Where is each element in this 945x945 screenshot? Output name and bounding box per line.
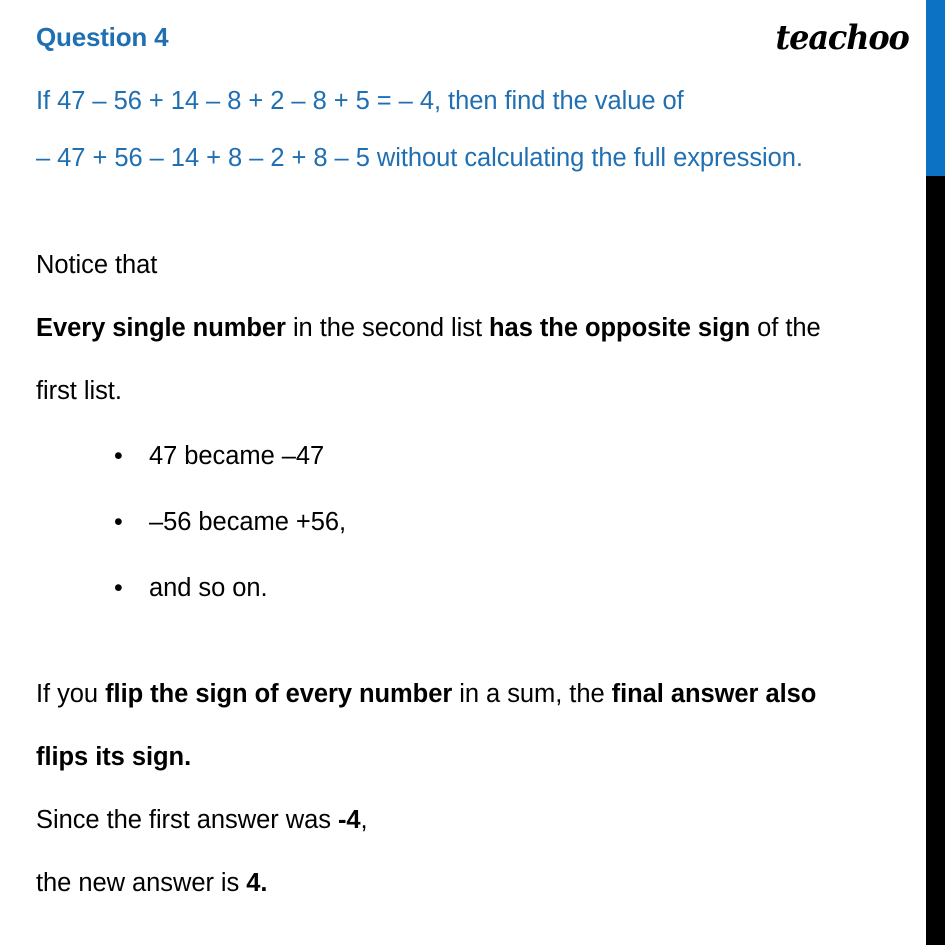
conclusion-post-1: , [360,806,368,834]
right-edge-blue-bar [926,0,945,176]
observation-mid-1: in the second list [285,314,490,342]
conclusion-value-2: 4. [246,869,268,897]
conclusion-value-1: -4 [337,806,361,834]
bullet-icon: • [114,574,123,602]
list-item [36,489,912,555]
spacer [36,621,912,663]
solution-intro: Notice that [36,251,158,279]
question-line-2: – 47 + 56 – 14 + 8 – 2 + 8 – 5 without calculating the full expression. [36,144,803,172]
list-item [36,555,912,621]
observation-bold-1: Every single number [36,314,286,342]
observation-bold-2: has the opposite sign [489,314,751,342]
slide-content [36,0,912,915]
solution-closing [36,663,912,915]
observation-mid-2: of the [750,314,821,342]
list-item [36,423,912,489]
list-item-label: and so on. [149,574,268,602]
rule-bold-1: flip the sign of every number [105,680,453,708]
observation-line-1 [36,297,912,360]
conclusion-pre-1: Since the first answer was [36,806,338,834]
list-item-label: –56 became +56, [149,508,347,536]
rule-line-1 [36,663,912,726]
observation-line-2: first list. [36,377,122,405]
rule-mid: in a sum, the [452,680,612,708]
question-heading: Question 4 [36,22,169,52]
bullet-icon: • [114,442,123,470]
teachoo-logo: teachoo [775,18,909,58]
sign-flip-list [36,423,912,621]
right-edge-black-bar [926,176,945,945]
rule-pre: If you [36,680,106,708]
conclusion-line-2 [36,852,912,915]
conclusion-pre-2: the new answer is [36,869,247,897]
conclusion-line-1 [36,789,912,852]
bullet-icon: • [114,508,123,536]
rule-bold-2: final answer also [611,680,817,708]
solution-body [36,234,912,915]
list-item-label: 47 became –47 [149,442,325,470]
question-line-1: If 47 – 56 + 14 – 8 + 2 – 8 + 5 = – 4, then find the value of [36,87,684,115]
rule-line-2-bold: flips its sign. [36,743,192,771]
question-statement [36,73,912,187]
rule-line-2 [36,726,912,789]
